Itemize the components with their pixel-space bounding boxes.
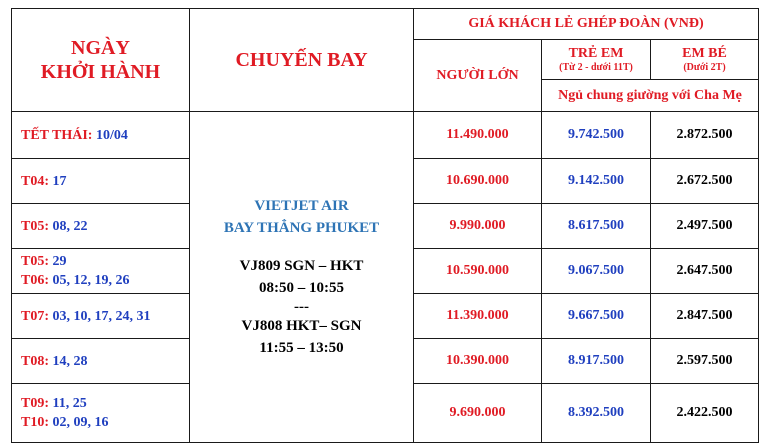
adult-price: 9.690.000 xyxy=(414,384,542,443)
child-price: 8.392.500 xyxy=(542,384,651,443)
adult-price: 9.990.000 xyxy=(414,204,542,249)
flight-info-cell xyxy=(190,112,414,443)
child-price: 9.742.500 xyxy=(542,112,651,159)
date-line xyxy=(21,307,189,326)
infant-price: 2.422.500 xyxy=(651,384,759,443)
return-flight-code: VJ808 HKT– SGN xyxy=(241,318,362,334)
return-flight-time: 11:55 – 13:50 xyxy=(259,340,344,356)
date-line xyxy=(21,394,189,413)
child-price: 9.067.500 xyxy=(542,249,651,294)
month-label: T04: xyxy=(21,173,49,189)
airline-name: VIETJET AIR xyxy=(254,198,349,214)
shared-bed-note: Ngủ chung giường với Cha Mẹ xyxy=(542,80,759,112)
month-label: T07: xyxy=(21,308,49,324)
child-age-note: (Từ 2 - dưới 11T) xyxy=(559,61,633,73)
departure-days: 29 xyxy=(49,254,67,269)
infant-price-header xyxy=(651,40,759,80)
departure-date-cell xyxy=(12,112,190,159)
adult-price-header: NGƯỜI LỚN xyxy=(414,40,542,112)
price-group-header: GIÁ KHÁCH LẺ GHÉP ĐOÀN (VNĐ) xyxy=(414,9,759,40)
departure-days: 05, 12, 19, 26 xyxy=(49,273,130,288)
departure-days: 08, 22 xyxy=(49,218,88,234)
adult-price: 10.690.000 xyxy=(414,159,542,204)
table-row xyxy=(12,112,759,159)
flight-separator: --- xyxy=(294,299,309,315)
outbound-flight-time: 08:50 – 10:55 xyxy=(259,280,344,296)
date-column-header xyxy=(12,9,190,112)
departure-date-cell xyxy=(12,204,190,249)
month-label: T06: xyxy=(21,273,49,288)
adult-price: 11.490.000 xyxy=(414,112,542,159)
date-line xyxy=(21,126,189,145)
child-header-label: TRẺ EM xyxy=(568,45,624,61)
date-line xyxy=(21,252,189,271)
adult-price: 10.390.000 xyxy=(414,339,542,384)
outbound-flight-code: VJ809 SGN – HKT xyxy=(239,258,364,274)
departure-days: 03, 10, 17, 24, 31 xyxy=(49,308,151,324)
date-header-line-2: KHỞI HÀNH xyxy=(40,61,161,83)
infant-header-label: EM BÉ xyxy=(682,45,727,61)
tour-price-table xyxy=(11,8,759,443)
infant-price: 2.847.500 xyxy=(651,294,759,339)
departure-date-cell xyxy=(12,339,190,384)
departure-date-cell xyxy=(12,384,190,443)
infant-price: 2.672.500 xyxy=(651,159,759,204)
infant-price: 2.647.500 xyxy=(651,249,759,294)
flight-column-header: CHUYẾN BAY xyxy=(190,9,414,112)
departure-days: 02, 09, 16 xyxy=(49,415,109,430)
infant-price: 2.872.500 xyxy=(651,112,759,159)
departure-days: 14, 28 xyxy=(49,353,88,369)
infant-price: 2.597.500 xyxy=(651,339,759,384)
adult-price: 11.390.000 xyxy=(414,294,542,339)
departure-days: 11, 25 xyxy=(49,396,87,411)
date-line xyxy=(21,413,189,432)
date-line xyxy=(21,172,189,191)
child-price: 8.617.500 xyxy=(542,204,651,249)
month-label: T09: xyxy=(21,396,49,411)
route-name: BAY THẲNG PHUKET xyxy=(223,220,380,236)
month-label: T05: xyxy=(21,218,49,234)
adult-price: 10.590.000 xyxy=(414,249,542,294)
departure-date-cell xyxy=(12,159,190,204)
date-line xyxy=(21,217,189,236)
month-label: T08: xyxy=(21,353,49,369)
date-line xyxy=(21,352,189,371)
child-price: 8.917.500 xyxy=(542,339,651,384)
month-label: T10: xyxy=(21,415,49,430)
infant-price: 2.497.500 xyxy=(651,204,759,249)
date-header-line-1: NGÀY xyxy=(71,37,130,59)
child-price-header xyxy=(542,40,651,80)
child-price: 9.667.500 xyxy=(542,294,651,339)
departure-date-cell xyxy=(12,249,190,294)
month-label: T05: xyxy=(21,254,49,269)
infant-age-note: (Dưới 2T) xyxy=(683,61,726,73)
child-price: 9.142.500 xyxy=(542,159,651,204)
date-line xyxy=(21,271,189,290)
departure-date-cell xyxy=(12,294,190,339)
month-label: TẾT THÁI: xyxy=(21,127,93,143)
departure-days: 17 xyxy=(49,173,67,189)
departure-days: 10/04 xyxy=(92,127,128,143)
